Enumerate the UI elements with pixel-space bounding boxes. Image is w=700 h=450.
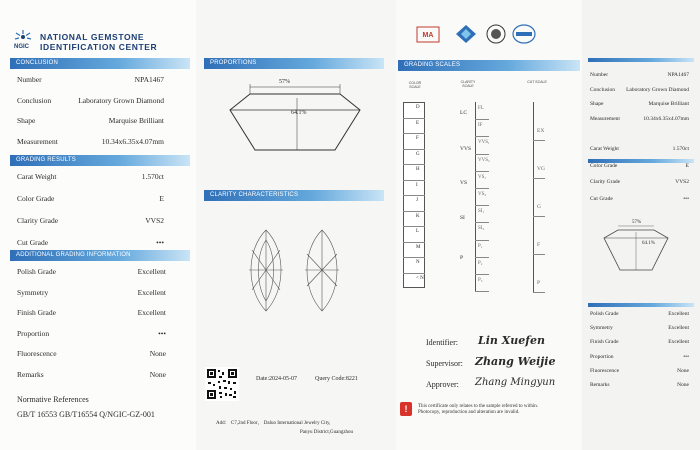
color-grade-label: < N <box>416 275 424 281</box>
proportions-diagram <box>210 72 380 162</box>
summary-label: Measurement <box>590 115 620 122</box>
field-value: Excellent <box>137 308 166 317</box>
field-value: ••• <box>156 238 164 247</box>
proportions-depth-pct: 64.1% <box>291 110 307 116</box>
scale-tick <box>475 171 489 172</box>
field-value: Laboratory Grown Diamond <box>78 95 164 105</box>
ma-logo-icon <box>417 27 439 42</box>
summary-value: ••• <box>683 353 689 360</box>
scale-tick <box>475 119 489 120</box>
scale-divider <box>403 211 425 212</box>
scale-tick <box>475 240 489 241</box>
cut-grade-label: P <box>537 280 541 286</box>
summary-label: Shape <box>590 101 604 107</box>
field-value: Excellent <box>137 267 166 276</box>
clarity-scale-line <box>475 102 476 291</box>
summary-value: 10.34x6.35x4.07mm <box>643 115 689 122</box>
color-grade-label: K <box>416 213 420 219</box>
field-value: Excellent <box>137 287 166 297</box>
scale-divider <box>403 226 425 227</box>
scale-tick <box>475 136 489 137</box>
approver-signature: Zhang Mingyun <box>475 377 556 388</box>
field-value: NPA1467 <box>134 75 164 84</box>
normative-text: GB/T 16553 GB/T16554 Q/NGIC-GZ-001 <box>17 410 155 419</box>
summary-label: Fluorescence <box>590 367 620 374</box>
scale-divider <box>403 118 425 119</box>
scale-divider <box>403 133 425 134</box>
svg-text:MA: MA <box>422 32 434 39</box>
clarity-group-label: SI <box>460 215 465 221</box>
summary-value: None <box>677 367 689 374</box>
summary-value: 1.570ct <box>672 146 689 152</box>
clarity-group-label: LC <box>460 110 468 116</box>
qr-code-icon[interactable] <box>205 367 239 401</box>
cut-scale-heading: CUT SCALE <box>527 80 547 84</box>
summary-value: None <box>677 382 689 388</box>
clarity-grade-label: VS₁ <box>478 174 487 180</box>
scale-divider <box>403 273 425 274</box>
color-grade-label: F <box>416 136 419 141</box>
cut-grade-label: EX <box>537 128 545 134</box>
org-name-line1: NATIONAL GEMSTONE <box>40 32 145 42</box>
scale-divider <box>403 180 425 181</box>
clarity-grade-label: VVS₂ <box>478 157 490 163</box>
summary-value: Marquise Brilliant <box>648 101 689 107</box>
summary-top-bar <box>588 58 694 62</box>
scale-tick <box>475 188 489 189</box>
summary-value: Excellent <box>668 325 689 332</box>
cut-grade-label: G <box>537 204 541 210</box>
clarity-plot-diagram <box>240 228 350 313</box>
field-value: Marquise Brilliant <box>108 116 164 125</box>
clarity-grade-label: VVS₁ <box>478 140 490 146</box>
summary-label: Proportion <box>590 353 614 360</box>
field-label: Number <box>17 75 42 84</box>
clarity-grade-label: FL <box>478 106 484 111</box>
summary-label: Remarks <box>590 382 610 388</box>
scale-divider <box>403 195 425 196</box>
summary-value: Excellent <box>668 339 689 346</box>
color-grade-label: I <box>416 182 418 188</box>
clarity-group-label: VVS <box>460 146 472 152</box>
scale-tick <box>475 257 489 258</box>
clarity-grade-label: SI₂ <box>478 226 485 232</box>
scale-tick <box>475 222 489 223</box>
scale-divider <box>403 257 425 258</box>
scale-tick <box>475 274 489 275</box>
summary-value: ••• <box>683 195 689 202</box>
crystal-logo-icon <box>456 25 476 43</box>
summary-value: Laboratory Grown Diamond <box>626 86 689 93</box>
summary-depth-pct: 64.1% <box>642 241 655 246</box>
grading-scales-heading: GRADING SCALES <box>398 60 580 71</box>
address-line1: Add： C7,2nd Floor， Daluo International Jewelry City, <box>216 421 331 426</box>
field-value: ••• <box>158 328 166 338</box>
summary-label: Symmetry <box>590 325 613 332</box>
summary-label: Cut Grade <box>590 195 613 202</box>
color-grade-label: G <box>416 151 420 157</box>
cnas-logo-icon <box>513 25 535 43</box>
seal-logo-icon <box>487 25 505 43</box>
color-grade-label: N <box>416 260 420 265</box>
clarity-group-label: P <box>460 255 464 261</box>
field-value: None <box>149 349 166 358</box>
field-value: VVS2 <box>145 216 164 225</box>
field-value: 1.570ct <box>141 172 164 181</box>
address-line2: Panyu District,Guangzhou <box>300 430 354 435</box>
supervisor-signature: Zhang Weijie <box>475 355 556 368</box>
summary-label: Number <box>590 72 609 78</box>
color-grade-label: D <box>416 105 420 110</box>
scale-divider <box>403 164 425 165</box>
clarity-scale-heading: CLARITY SCALE <box>460 80 476 88</box>
clarity-grade-label: SI₁ <box>478 209 485 215</box>
field-label: Conclusion <box>17 95 52 105</box>
summary-value: Excellent <box>668 311 689 317</box>
scale-divider <box>403 149 425 150</box>
summary-label: Carat Weight <box>590 146 619 152</box>
field-label: Clarity Grade <box>17 216 59 225</box>
clarity-group-label: VS <box>460 180 468 186</box>
summary-value: E <box>685 162 689 169</box>
field-label: Color Grade <box>17 194 55 203</box>
field-value: E <box>159 194 164 203</box>
normative-title: Normative References <box>17 395 89 404</box>
additional-heading: ADDITIONAL GRADING INFORMATION <box>10 250 190 261</box>
scale-tick <box>475 291 489 292</box>
grading-heading: GRADING RESULTS <box>10 155 190 166</box>
field-label: Cut Grade <box>17 238 49 247</box>
cut-grade-label: F <box>537 242 541 248</box>
summary-value: NPA1467 <box>667 72 689 78</box>
summary-value: VVS2 <box>675 179 689 185</box>
conclusion-heading: CONCLUSION <box>10 58 190 69</box>
cut-grade-label: VG <box>537 166 545 172</box>
scale-tick <box>533 178 545 179</box>
clarity-grade-label: P₃ <box>478 278 483 283</box>
scale-tick <box>475 205 489 206</box>
date-text: Date:2024-05-07 <box>256 376 297 382</box>
field-label: Symmetry <box>17 287 49 297</box>
summary-proportions-diagram <box>596 218 676 276</box>
field-label: Measurement <box>17 136 58 146</box>
clarity-grade-label: P₁ <box>478 243 483 249</box>
scale-tick <box>475 154 489 155</box>
org-name-line2: IDENTIFICATION CENTER <box>40 42 158 52</box>
color-grade-label: E <box>416 120 420 126</box>
identifier-label: Identifier: <box>426 338 458 347</box>
scale-tick <box>533 216 545 217</box>
query-code-text: Query Code:8221 <box>315 376 358 382</box>
field-value: None <box>149 369 166 379</box>
clarity-grade-label: IF <box>478 123 483 129</box>
approver-label: Approver: <box>426 380 459 389</box>
warning-icon: ! <box>400 402 412 416</box>
cut-scale-line <box>533 102 534 292</box>
supervisor-label: Supervisor: <box>426 359 463 368</box>
scale-divider <box>403 242 425 243</box>
color-grade-label: J <box>416 198 418 203</box>
scale-tick <box>533 292 545 293</box>
clarity-grade-label: VS₂ <box>478 192 487 197</box>
summary-label: Color Grade <box>590 162 618 169</box>
scale-tick <box>533 140 545 141</box>
summary-label: Clarity Grade <box>590 179 621 185</box>
color-grade-label: L <box>416 229 420 234</box>
field-label: Proportion <box>17 328 50 338</box>
color-grade-label: M <box>416 244 421 250</box>
color-scale-heading: COLOR SCALE <box>408 81 422 89</box>
scale-tick <box>533 254 545 255</box>
org-name <box>40 32 157 52</box>
proportions-table-pct: 57% <box>279 79 290 85</box>
field-label: Carat Weight <box>17 172 57 181</box>
clarity-grade-label: P₂ <box>478 260 483 266</box>
summary-label: Conclusion <box>590 86 616 93</box>
summary-label: Polish Grade <box>590 311 619 317</box>
ngic-logo-icon <box>14 30 32 44</box>
summary-table-pct: 57% <box>632 220 642 225</box>
summary-extra-bar <box>588 303 694 307</box>
field-label: Finish Grade <box>17 308 56 317</box>
clarity-characteristics-heading: CLARITY CHARACTERISTICS <box>204 190 384 201</box>
color-grade-label: H <box>416 167 420 172</box>
field-value: 10.34x6.35x4.07mm <box>101 136 164 146</box>
summary-label: Finish Grade <box>590 339 619 346</box>
proportions-heading: PROPORTIONS <box>204 58 384 69</box>
ngic-logo-text: NGIC <box>14 44 29 50</box>
field-label: Remarks <box>17 369 44 379</box>
field-label: Polish Grade <box>17 267 56 276</box>
field-label: Shape <box>17 116 36 125</box>
field-label: Fluorescence <box>17 349 57 358</box>
notice-text: This certificate only relates to the sample referred to within. Photocopy, reproduction and alteration are invalid. <box>418 404 538 415</box>
certification-logos <box>414 22 564 46</box>
identifier-signature: Lin Xuefen <box>478 334 545 347</box>
